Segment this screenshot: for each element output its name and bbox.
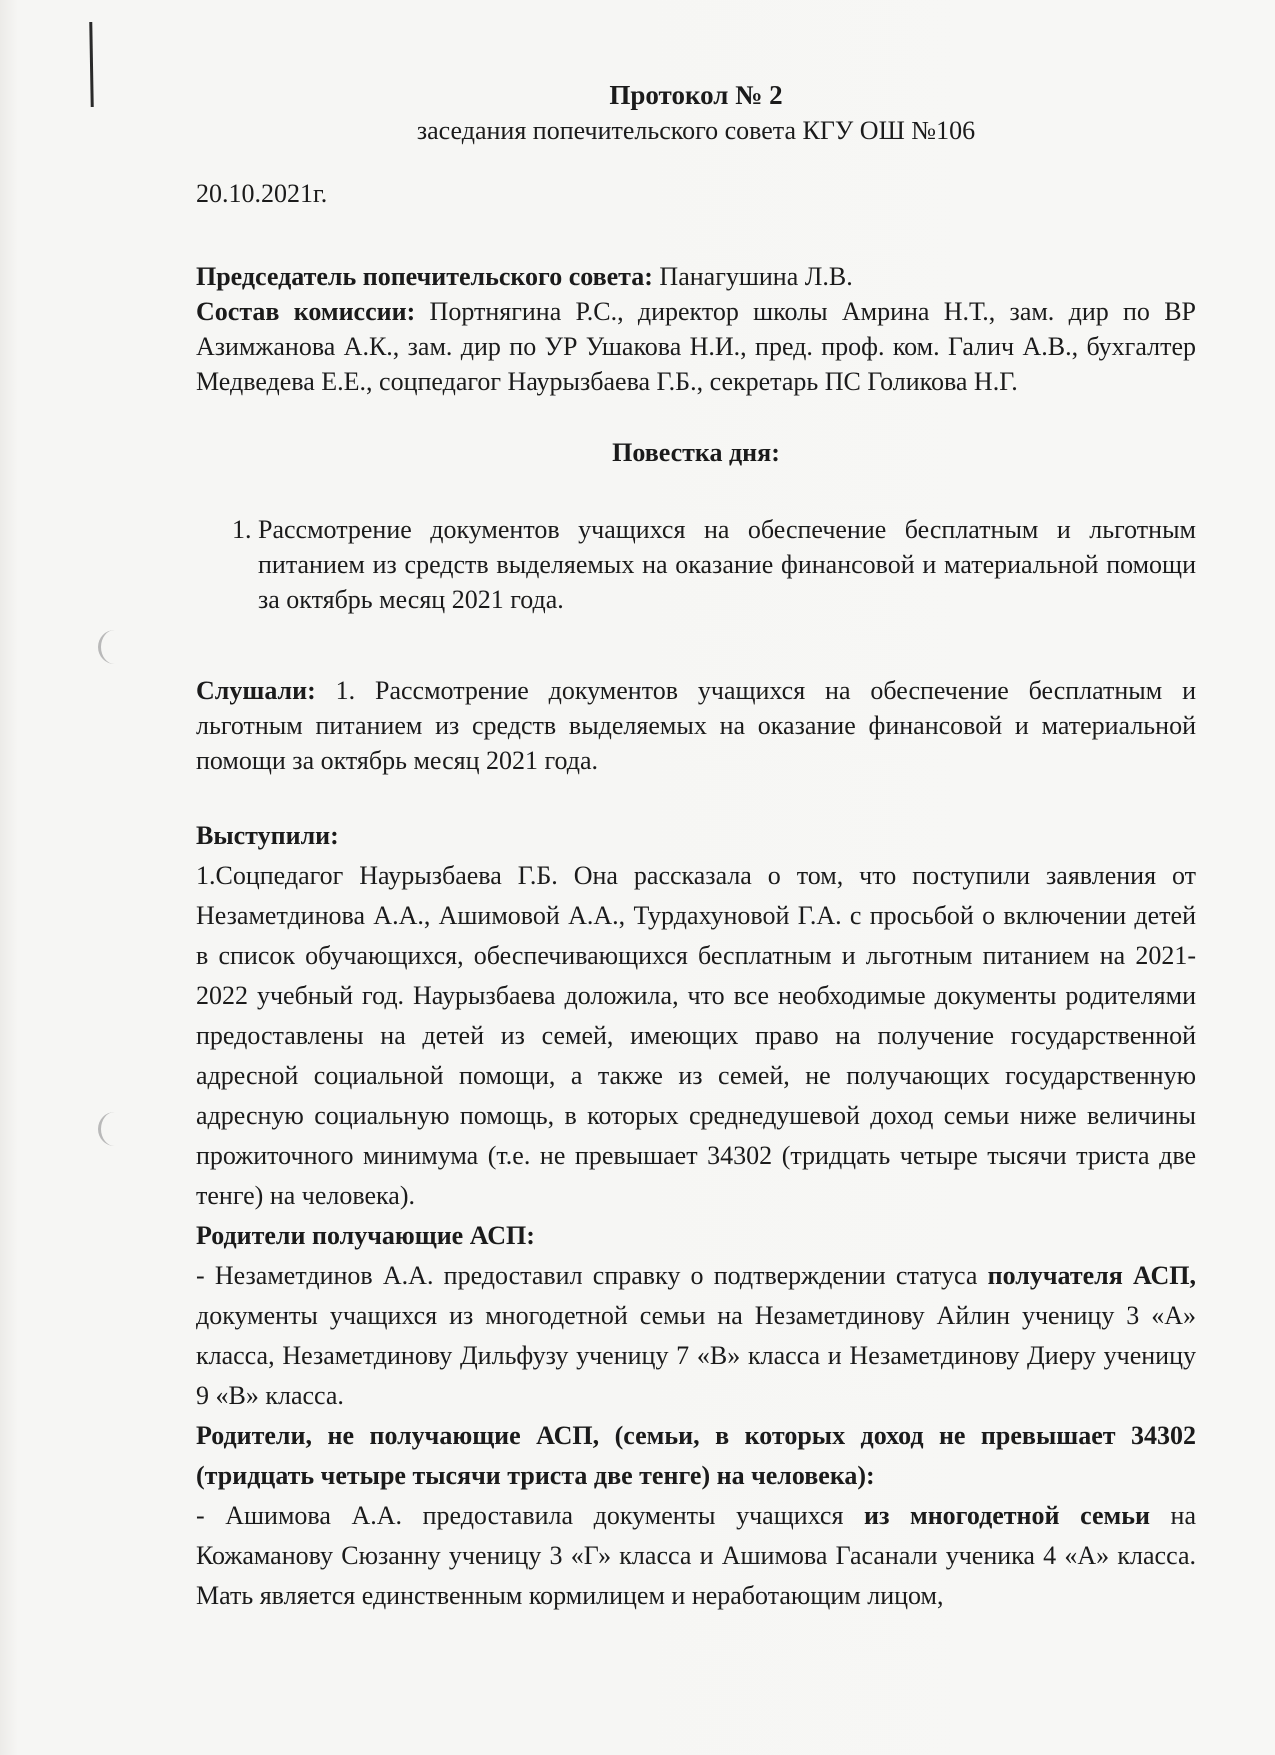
document-subtitle: заседания попечительского совета КГУ ОШ №106 [416, 116, 976, 145]
agenda-list [196, 512, 1196, 617]
chair-label: Председатель попечительского совета: [196, 262, 653, 291]
spoke-section [196, 816, 1196, 1616]
asp-parents-heading: Родители получающие АСП: [196, 1221, 535, 1250]
scan-margin-mark [89, 22, 93, 107]
document-body [196, 78, 1196, 1616]
heard-paragraph [196, 673, 1196, 778]
document-date: 20.10.2021г. [196, 179, 328, 208]
asp-parents-item [196, 1256, 1196, 1416]
non-asp-item-prefix: - Ашимова А.А. предоставила документы учащихся [196, 1501, 864, 1530]
commission-value: Портнягина Р.С., директор школы Амрина Н.Т., зам. дир по ВР Азимжанова А.К., зам. дир по УР Ушакова Н.И., пред. проф. ком. Галич А.В., бухгалтер Медведева Е.Е., соцпедагог Наурызбаева Г.Б., секретарь ПС Голикова Н.Г. [196, 297, 1197, 396]
chair-line [196, 259, 1196, 294]
heard-value: 1. Рассмотрение документов учащихся на обеспечение бесплатным и льготным питанием из средств выделяемых на оказание финансовой и материальной помощи за октябрь месяц 2021 года. [196, 676, 1196, 775]
chair-value: Панагушина Л.В. [652, 262, 853, 291]
non-asp-parents-item [196, 1496, 1196, 1616]
punch-hole [98, 630, 131, 664]
spoke-paragraph: 1.Соцпедагог Наурызбаева Г.Б. Она рассказала о том, что поступили заявления от Незаметдинова А.А., Ашимовой А.А., Турдахуновой Г.А. с просьбой о включении детей в список обучающихся, обеспечивающихся бесплатным и льготным питанием на 2021-2022 учебный год. Наурызбаева доложила, что все необходимые документы родителями предоставлены на детей из семей, имеющих право на получение государственной адресной социальной помощи, а также из семей, не получающих государственную адресную социальную помощь, в которых среднедушевой доход семьи ниже величины прожиточного минимума (т.е. не превышает 34302 (тридцать четыре тысячи триста две тенге) на человека). [196, 861, 1196, 1210]
participants-block [196, 259, 1196, 399]
asp-item-prefix: - Незаметдинов А.А. предоставил справку о подтверждении статуса [196, 1261, 988, 1290]
non-asp-item-suffix: на Кожаманову Сюзанну ученицу 3 «Г» класса и Ашимова Гасанали ученика 4 «А» класса. Мать является единственным кормилицем и неработающим лицом, [196, 1501, 1196, 1610]
asp-item-suffix: документы учащихся из многодетной семьи на Незаметдинову Айлин ученицу 3 «А» класса, Незаметдинову Дильфузу ученицу 7 «В» класса и Незаметдинову Диеру ученицу 9 «В» класса. [196, 1301, 1196, 1410]
document-title: Протокол № 2 [609, 80, 783, 110]
punch-hole [98, 1112, 131, 1146]
heard-label: Слушали: [196, 676, 316, 705]
agenda-item: 1. Рассмотрение документов учащихся на обеспечение бесплатным и льготным питанием из средств выделяемых на оказание финансовой и материальной помощи за октябрь месяц 2021 года. [258, 512, 1196, 617]
non-asp-parents-heading: Родители, не получающие АСП, (семьи, в которых доход не превышает 34302 (тридцать четыре тыcячи триста две тенге) на человека): [196, 1421, 1196, 1490]
commission-line [196, 294, 1196, 399]
spoke-label: Выступили: [196, 821, 339, 850]
asp-item-bold: получателя АСП, [987, 1261, 1196, 1290]
agenda-title: Повестка дня: [612, 438, 780, 467]
non-asp-item-bold: из многодетной семьи [863, 1501, 1150, 1530]
commission-label: Состав комиссии: [196, 297, 416, 326]
